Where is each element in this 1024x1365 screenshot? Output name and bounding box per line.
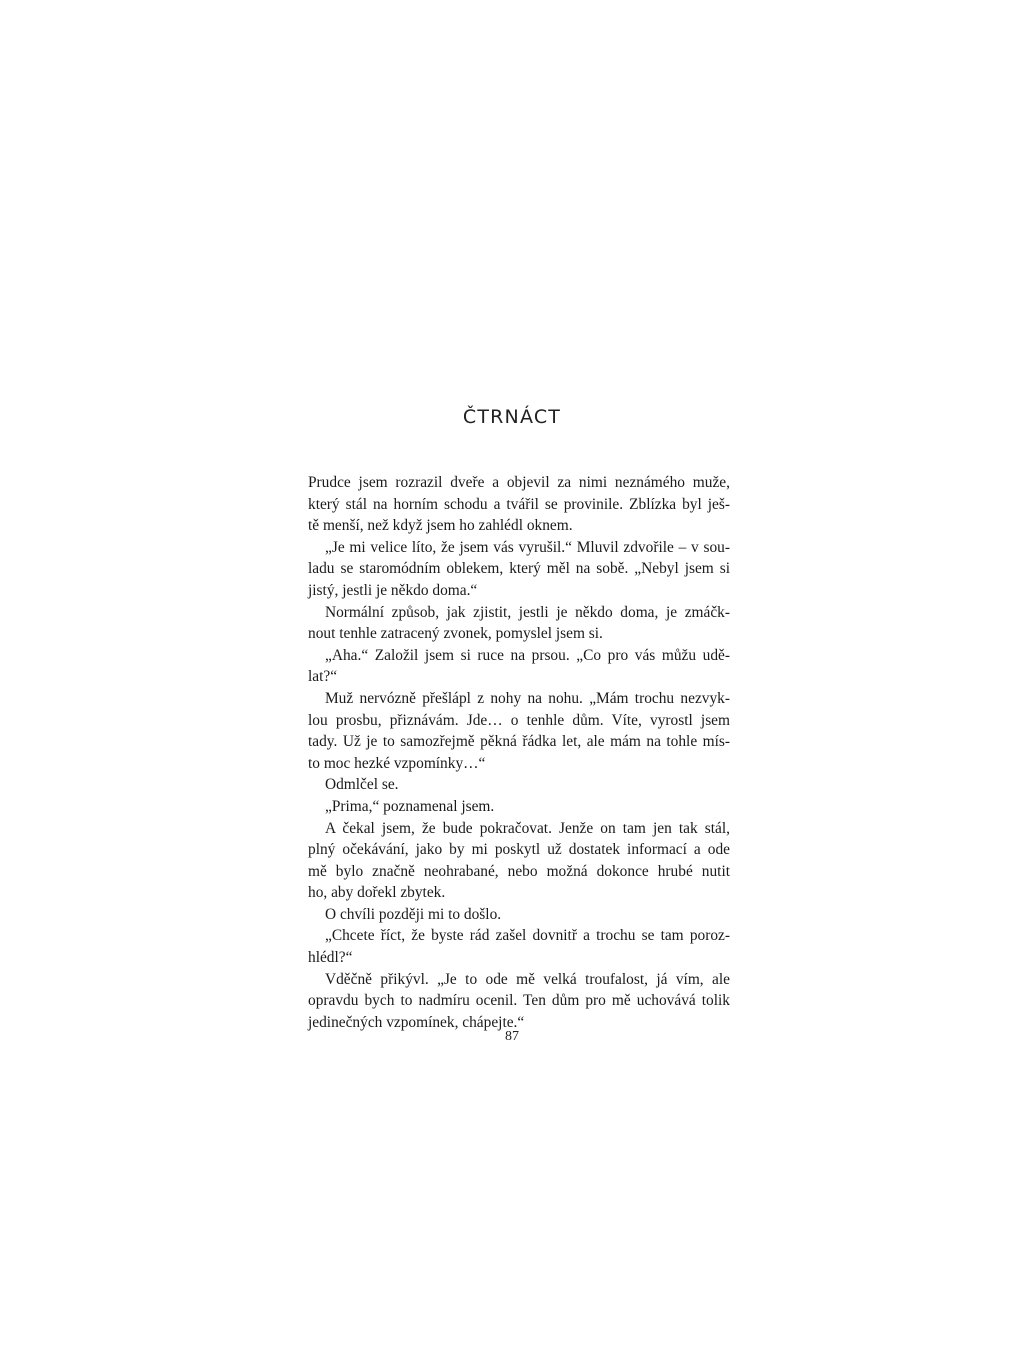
text-line: opravdu bych to nadmíru ocenil. Ten dům pro mě uchovává tolik	[308, 992, 730, 1010]
chapter-title: ČTRNÁCT	[462, 406, 562, 428]
text-line: mě bylo značně neohrabané, nebo možná dokonce hrubé nutit	[308, 862, 730, 880]
text-line: plný očekávání, jako by mi poskytl už dostatek informací a ode	[308, 841, 730, 859]
text-line: ladu se staromódním oblekem, který měl na sobě. „Nebyl jsem si	[308, 560, 730, 578]
text-line: „Chcete říct, že byste rád zašel dovnitř a trochu se tam poroz-	[325, 927, 730, 945]
text-line: Vděčně přikývl. „Je to ode mě velká troufalost, já vím, ale	[325, 970, 730, 988]
text-line: který stál na horním schodu a tvářil se provinile. Zblízka byl ješ-	[308, 495, 730, 513]
text-line: Normální způsob, jak zjistit, jestli je někdo doma, je zmáčk-	[325, 603, 730, 621]
text-line: lat?“	[308, 668, 338, 686]
text-line: „Je mi velice líto, že jsem vás vyrušil.“ Mluvil zdvořile – v sou-	[325, 538, 730, 556]
text-line: Prudce jsem rozrazil dveře a objevil za nimi neznámého muže,	[308, 474, 730, 491]
text-line: ho, aby dořekl zbytek.	[308, 884, 446, 902]
text-line: Muž nervózně přešlápl z nohy na nohu. „Mám trochu nezvyk-	[325, 689, 730, 707]
text-line: to moc hezké vzpomínky…“	[308, 754, 486, 772]
text-line: hlédl?“	[308, 949, 353, 967]
chapter-body-text	[308, 472, 730, 1033]
text-line: tě menší, než když jsem ho zahlédl oknem.	[308, 517, 573, 535]
text-line: nout tenhle zatracený zvonek, pomyslel jsem si.	[308, 625, 603, 643]
text-line: O chvíli později mi to došlo.	[325, 905, 502, 923]
text-line: „Aha.“ Založil jsem si ruce na prsou. „Co pro vás můžu udě-	[325, 646, 730, 664]
text-line: tady. Už je to samozřejmě pěkná řádka let, ale mám na tohle mís-	[308, 733, 730, 751]
text-line: jedinečných vzpomínek, chápejte.“	[308, 1013, 525, 1031]
text-line: „Prima,“ poznamenal jsem.	[325, 797, 495, 815]
text-line: lou prosbu, přiznávám. Jde… o tenhle dům. Víte, vyrostl jsem	[308, 711, 730, 729]
text-line: jistý, jestli je někdo doma.“	[308, 581, 478, 599]
text-line: Odmlčel se.	[325, 776, 399, 794]
page-number: 87	[505, 1029, 519, 1044]
text-line: A čekal jsem, že bude pokračovat. Jenže on tam jen tak stál,	[325, 819, 730, 837]
